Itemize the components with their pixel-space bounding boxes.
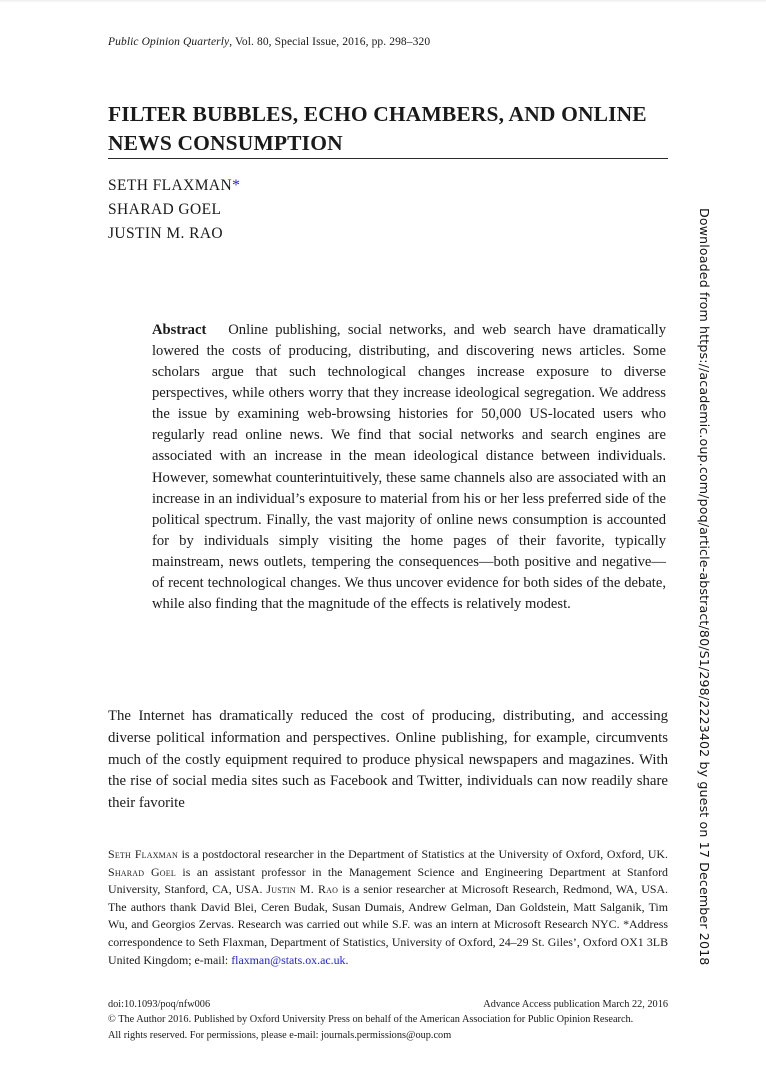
footnote-author-name: Seth Flaxman (108, 847, 178, 861)
footnote-author-name: Sharad Goel (108, 864, 176, 879)
footnote-text: is a postdoctoral researcher in the Department of Statistics at the University of Oxford, Oxford, UK. (177, 847, 668, 861)
doi-row (108, 997, 668, 1012)
author-affiliation-footnote (108, 846, 668, 969)
abstract-label: Abstract (152, 322, 207, 338)
page-title: FILTER BUBBLES, ECHO CHAMBERS, AND ONLINE NEWS CONSUMPTION (108, 102, 647, 155)
journal-name: Public Opinion Quarterly (108, 36, 230, 48)
corresponding-author-marker[interactable]: * (232, 177, 241, 194)
journal-citation: , Vol. 80, Special Issue, 2016, pp. 298–320 (229, 36, 431, 48)
author-list (108, 174, 508, 246)
copyright-text: © The Author 2016. Published by Oxford University Press on behalf of the American Association for Public Opinion Research. (108, 1014, 634, 1026)
body-first-paragraph: The Internet has dramatically reduced the cost of producing, distributing, and accessing diverse political information and perspectives. Online publishing, for example, circumvents much of the costly equipment required to produce physical newspapers and magazines. With the rise of social media sites such as Facebook and Twitter, individuals can now readily share their favorite (108, 708, 668, 811)
permissions-text: All rights reserved. For permissions, please e-mail: journals.permissions@oup.com (108, 1029, 452, 1041)
footnote-text: . (345, 952, 349, 967)
footnote-author-name: Justin M. Rao (266, 882, 339, 897)
author-name: SETH FLAXMAN (108, 177, 233, 194)
title-divider (108, 158, 668, 159)
corresponding-email-link[interactable]: flaxman@stats.ox.ac.uk (231, 952, 346, 967)
doi-text: doi:10.1093/poq/nfw006 (108, 999, 211, 1010)
abstract-section (152, 320, 666, 615)
imprint-block (108, 997, 668, 1043)
abstract-text: Online publishing, social networks, and web search have dramatically lowered the costs of producing, distributing, and discovering news articles. Some scholars argue that such technological changes increase exposure to diverse perspectives, while others worry that they increase ideological segregation. We address the issue by examining web-browsing histories for 50,000 US-located users who regularly read online news. We find that social networks and search engines are associated with an increase in the mean ideological distance between individuals. However, somewhat counterintuitively, these same channels also are associated with an increase in an individual’s exposure to material from his or her less preferred side of the political spectrum. Finally, the vast majority of online news consumption is accounted for by individuals simply visiting the home pages of their favorite, typically mainstream, news outlets, tempering the consequences—both positive and negative—of recent technological changes. We thus uncover evidence for both sides of the debate, while also finding that the magnitude of the effects is relatively modest. (152, 322, 666, 613)
author-entry (108, 222, 508, 246)
journal-running-head (108, 36, 430, 48)
download-watermark: Downloaded from https://academic.oup.com/poq/article-abstract/80/S1/298/2223402 by guest on 17 December 2018 (697, 208, 712, 966)
author-entry (108, 174, 508, 198)
footnote-text: is a senior researcher at Microsoft Research, Redmond, WA, USA. The authors thank David Blei, Ceren Budak, Susan Dumais, Andrew Gelman, Dan Goldstein, Matt Salganik, Tim Wu, and Georgios Zervas. Research was carried out while S.F. was an intern at Microsoft Research NYC. *Address correspondence to Seth Flaxman, Department of Statistics, University of Oxford, 24–29 St. Giles’, Oxford OX1 3LB United Kingdom; e-mail: (108, 882, 669, 967)
author-entry (108, 198, 508, 222)
advance-access-text: Advance Access publication March 22, 2016 (483, 999, 668, 1010)
author-name: JUSTIN M. RAO (108, 224, 224, 242)
footnote-text: is an assistant professor in the Management Science and Engineering Department at Stanford University, Stanford, CA, USA. (108, 864, 668, 897)
author-name: SHARAD GOEL (108, 200, 222, 218)
